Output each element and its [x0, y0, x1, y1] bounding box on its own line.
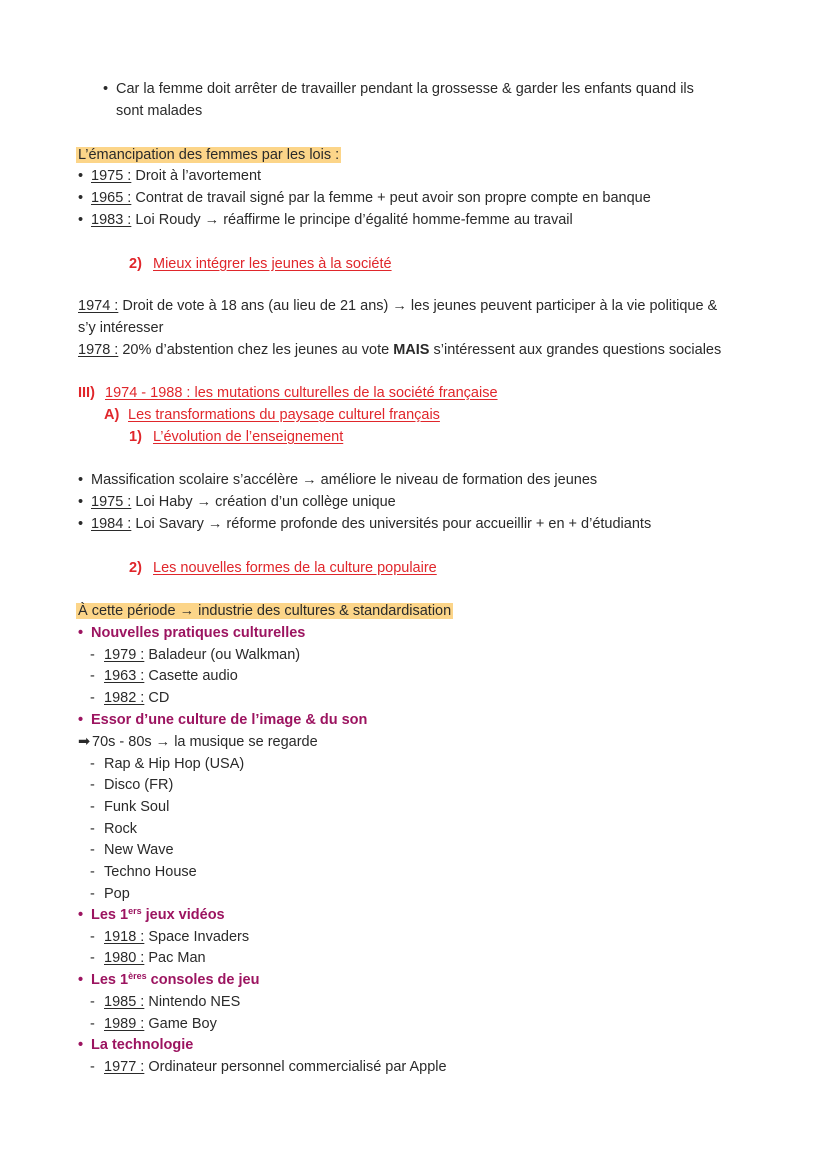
- genre-item: - Techno House: [90, 864, 197, 880]
- subsection-a-heading: A) Les transformations du paysage culturel français: [104, 407, 440, 423]
- category-technology: • La technologie: [78, 1037, 194, 1053]
- youth-1974-line: 1974 : Droit de vote à 18 ans (au lieu de 21 ans) → les jeunes peuvent participer à la vie politique &: [78, 298, 718, 314]
- period-highlight: À cette période → industrie des cultures & standardisation: [78, 603, 452, 619]
- category-image-sound: • Essor d’une culture de l’image & du son: [78, 712, 368, 728]
- school-bullet-1: • Massification scolaire s’accélère → améliore le niveau de formation des jeunes: [78, 472, 598, 488]
- intro-text: Car la femme doit arrêter de travailler pendant la grossesse & garder les enfants quand ils: [116, 81, 694, 97]
- technology-1977: - 1977 : Ordinateur personnel commercialisé par Apple: [90, 1059, 447, 1075]
- youth-1974-continued: s’y intéresser: [78, 320, 164, 336]
- arrow-right-icon: ➡: [78, 734, 91, 750]
- genre-item: - Rap & Hip Hop (USA): [90, 756, 245, 772]
- genre-item: - Rock: [90, 821, 138, 837]
- women-item-1975: • 1975 : Droit à l’avortement: [78, 168, 262, 184]
- section-heading-youth: 2) Mieux intégrer les jeunes à la société: [129, 256, 392, 272]
- practice-1979: - 1979 : Baladeur (ou Walkman): [90, 647, 301, 663]
- game-1918: - 1918 : Space Invaders: [90, 929, 250, 945]
- youth-1978-line: 1978 : 20% d’abstention chez les jeunes au vote MAIS s’intéressent aux grandes questions sociales: [78, 342, 722, 358]
- school-bullet-1975: • 1975 : Loi Haby → création d’un collège unique: [78, 494, 396, 510]
- genre-item: - New Wave: [90, 842, 174, 858]
- section-heading-popular-culture: 2) Les nouvelles formes de la culture populaire: [129, 560, 437, 576]
- category-consoles: • Les 1ères consoles de jeu: [78, 971, 260, 988]
- genre-item: - Pop: [90, 886, 130, 902]
- genre-item: - Funk Soul: [90, 799, 170, 815]
- women-item-1965: • 1965 : Contrat de travail signé par la femme + peut avoir son propre compte en banque: [78, 190, 651, 206]
- women-item-1983: • 1983 : Loi Roudy → réaffirme le principe d’égalité homme-femme au travail: [78, 212, 573, 228]
- school-bullet-1984: • 1984 : Loi Savary → réforme profonde des universités pour accueillir + en + d’étudiants: [78, 516, 652, 532]
- women-heading: L’émancipation des femmes par les lois :: [78, 147, 340, 163]
- intro-text-continued: sont malades: [116, 103, 203, 119]
- category-practices: • Nouvelles pratiques culturelles: [78, 625, 306, 641]
- genre-item: - Disco (FR): [90, 777, 174, 793]
- music-watched-line: ➡ 70s - 80s → la musique se regarde: [78, 732, 318, 753]
- game-1980: - 1980 : Pac Man: [90, 950, 206, 966]
- practice-1963: - 1963 : Casette audio: [90, 668, 238, 684]
- category-video-games: • Les 1ers jeux vidéos: [78, 906, 225, 923]
- practice-1982: - 1982 : CD: [90, 690, 170, 706]
- console-1985: - 1985 : Nintendo NES: [90, 994, 241, 1010]
- bullet: •: [103, 81, 109, 97]
- part-three-heading: III) 1974 - 1988 : les mutations culturelles de la société française: [78, 385, 498, 401]
- console-1989: - 1989 : Game Boy: [90, 1016, 217, 1032]
- subsection-1-heading: 1) L’évolution de l’enseignement: [129, 429, 344, 445]
- intro-bullet-line: [103, 79, 694, 100]
